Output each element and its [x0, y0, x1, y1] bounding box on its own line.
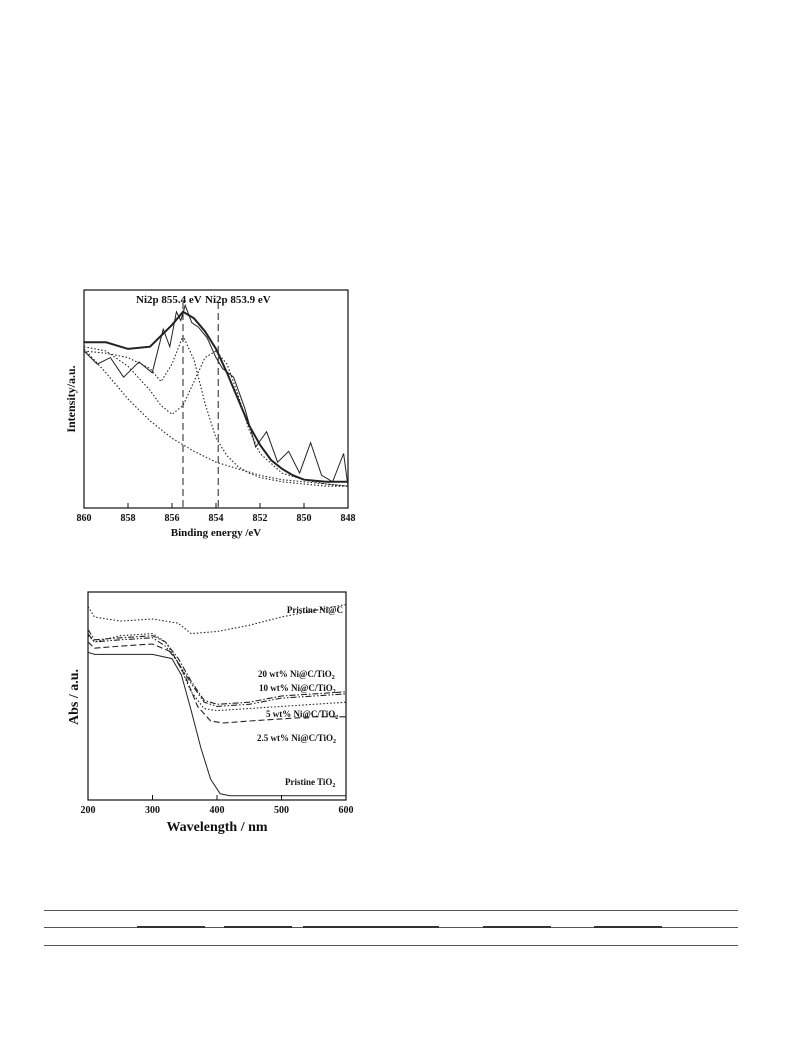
- xps-x-ticks: [77, 503, 356, 524]
- series-line-0-0: [84, 305, 348, 486]
- uvvis-x-axis-label: Wavelength / nm: [166, 820, 268, 835]
- legend-pristine-tio2: Pristine TiO$_2$: [285, 777, 336, 789]
- x-tick-label: 300: [145, 805, 160, 816]
- legend-5wt: 5 wt% Ni@C/TiO$_2$: [266, 709, 339, 721]
- legend-20wt: 20 wt% Ni@C/TiO$_2$: [258, 669, 335, 681]
- uvvis-y-axis-label: Abs / a.u.: [67, 668, 82, 726]
- xps-annotation-1: Ni2p 855.4 eV: [136, 294, 202, 306]
- table-top-rule: [44, 910, 738, 911]
- x-tick-label: 600: [338, 805, 354, 816]
- x-tick-label: 860: [76, 513, 92, 524]
- series-line-0-3: [84, 347, 348, 487]
- x-tick-label: 200: [80, 805, 96, 816]
- table-bottom-rule: [44, 945, 738, 946]
- xps-plot-frame: [84, 290, 348, 508]
- table-col-rule: [483, 926, 551, 928]
- x-tick-label: 854: [208, 513, 224, 524]
- table-col-rule: [594, 926, 662, 928]
- x-tick-label: 500: [274, 805, 289, 816]
- xps-annotation-2: Ni2p 853.9 eV: [205, 294, 271, 306]
- uvvis-x-ticks: [81, 795, 354, 816]
- legend-10wt: 10 wt% Ni@C/TiO$_2$: [259, 683, 336, 695]
- xps-x-axis-label: Binding energy /eV: [170, 527, 262, 539]
- series-line-0-4: [84, 349, 348, 486]
- legend-pristine-nic: Pristine Ni@C: [286, 605, 343, 615]
- uvvis-chart: [60, 585, 370, 835]
- x-tick-label: 858: [120, 513, 136, 524]
- xps-series-group: [84, 302, 348, 508]
- x-tick-label: 848: [340, 513, 356, 524]
- x-tick-label: 852: [252, 513, 268, 524]
- x-tick-label: 856: [164, 513, 180, 524]
- xps-y-axis-label: Intensity/a.u.: [64, 365, 78, 433]
- x-tick-label: 400: [209, 805, 225, 816]
- table-col-rule: [224, 926, 292, 928]
- table-col-rule: [371, 926, 439, 928]
- legend-2-5wt: 2.5 wt% Ni@C/TiO$_2$: [257, 733, 336, 745]
- series-line-1-1: [88, 629, 346, 704]
- table-col-rule: [303, 926, 371, 928]
- uvvis-figure: [60, 585, 370, 840]
- x-tick-label: 850: [296, 513, 312, 524]
- uvvis-series-group: [88, 605, 346, 796]
- xps-chart: [60, 280, 370, 545]
- series-line-0-1: [84, 312, 348, 482]
- xps-figure: [60, 280, 370, 550]
- table-col-rule: [137, 926, 205, 928]
